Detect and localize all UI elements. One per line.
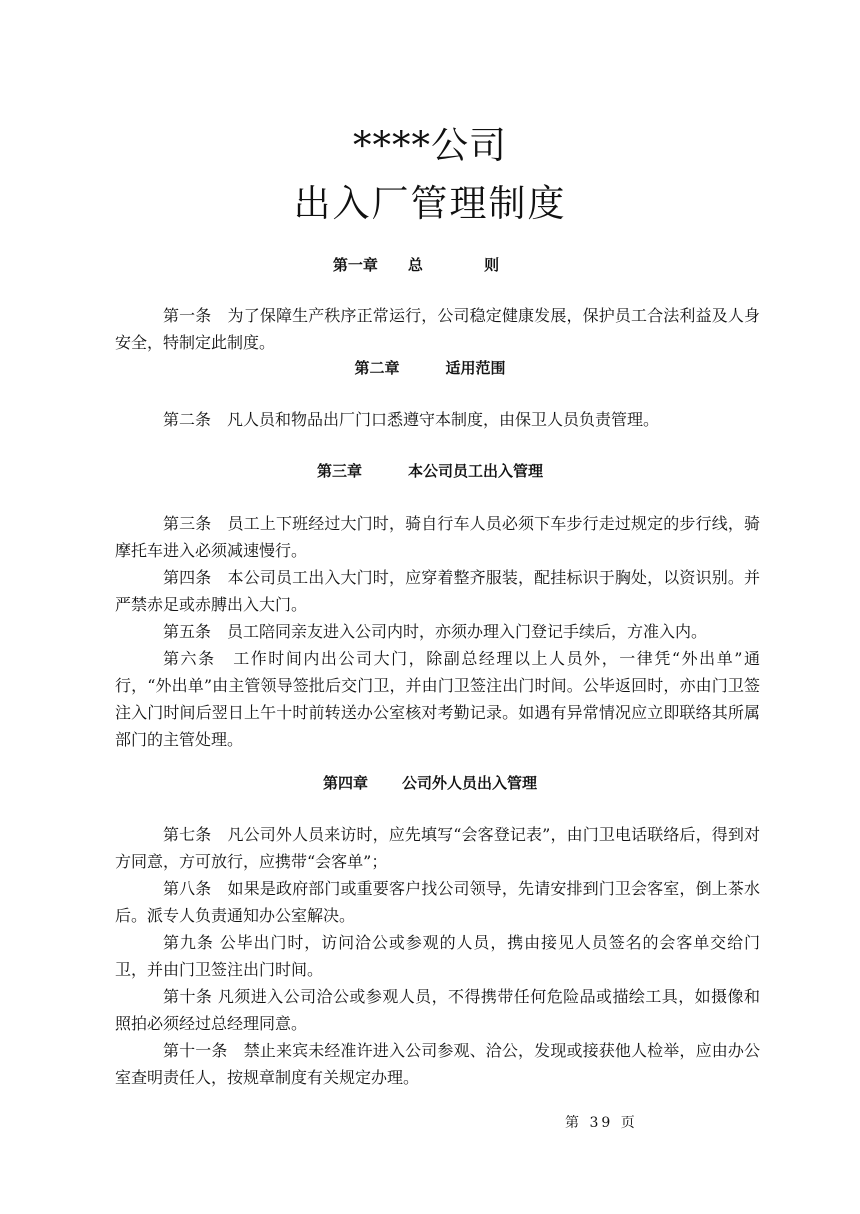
article-paragraph: 第六条 工作时间内出公司大门，除副总经理以上人员外，一律凭“外出单”通行，“外出单”由主管领导签批后交门卫，并由门卫签注出门时间。公毕返回时，亦由门卫签注入门时间后翌日上午十时前转送办公室核对考勤记录。如遇有异常情况应立即联络其所属部门的主管处理。 <box>115 649 760 749</box>
chapter-heading <box>0 772 860 794</box>
regulation-title: 出入厂管理制度 <box>293 182 567 225</box>
article-paragraph: 第四条 本公司员工出入大门时，应穿着整齐服装，配挂标识于胸处，以资识别。并严禁赤足或赤膊出入大门。 <box>115 568 760 614</box>
chapter-heading <box>0 357 860 379</box>
article-paragraph: 第一条 为了保障生产秩序正常运行，公司稳定健康发展，保护员工合法利益及人身安全，特制定此制度。 <box>115 306 760 352</box>
chapter-number: 第二章 <box>354 359 400 377</box>
company-name: ****公司 <box>353 124 507 167</box>
article-paragraph: 第八条 如果是政府部门或重要客户找公司领导，先请安排到门卫会客室，倒上茶水后。派专人负责通知办公室解决。 <box>115 879 760 925</box>
article-paragraph: 第二条 凡人员和物品出厂门口悉遵守本制度，由保卫人员负责管理。 <box>163 410 660 429</box>
document-title <box>0 118 860 232</box>
article-paragraph: 第九条 公毕出门时，访问洽公或参观的人员，携由接见人员签名的会客单交给门卫，并由门卫签注出门时间。 <box>115 933 760 979</box>
article-paragraph: 第三条 员工上下班经过大门时，骑自行车人员必须下车步行走过规定的步行线，骑摩托车进入必须减速慢行。 <box>115 514 760 560</box>
article-paragraph: 第七条 凡公司外人员来访时，应先填写“会客登记表”，由门卫电话联络后，得到对方同意，方可放行，应携带“会客单”； <box>115 825 760 871</box>
chapter-name: 本公司员工出入管理 <box>408 462 544 480</box>
chapter-number: 第一章 <box>332 256 378 274</box>
page-number: 第 39 页 <box>565 1115 638 1131</box>
chapter-heading <box>0 460 860 482</box>
chapter-name: 适用范围 <box>445 359 506 377</box>
chapter-number: 第三章 <box>316 462 362 480</box>
chapter-heading <box>0 254 860 276</box>
article-paragraph: 第五条 员工陪同亲友进入公司内时，亦须办理入门登记手续后，方准入内。 <box>163 622 708 641</box>
chapter-name: 公司外人员出入管理 <box>402 774 538 792</box>
chapter-number: 第四章 <box>322 774 368 792</box>
article-paragraph: 第十条 凡须进入公司洽公或参观人员，不得携带任何危险品或描绘工具，如摄像和照拍必须经过总经理同意。 <box>115 987 760 1033</box>
article-paragraph: 第十一条 禁止来宾未经准许进入公司参观、洽公，发现或接获他人检举，应由办公室查明责任人，按规章制度有关规定办理。 <box>115 1041 760 1087</box>
chapter-name: 总 则 <box>407 256 528 274</box>
